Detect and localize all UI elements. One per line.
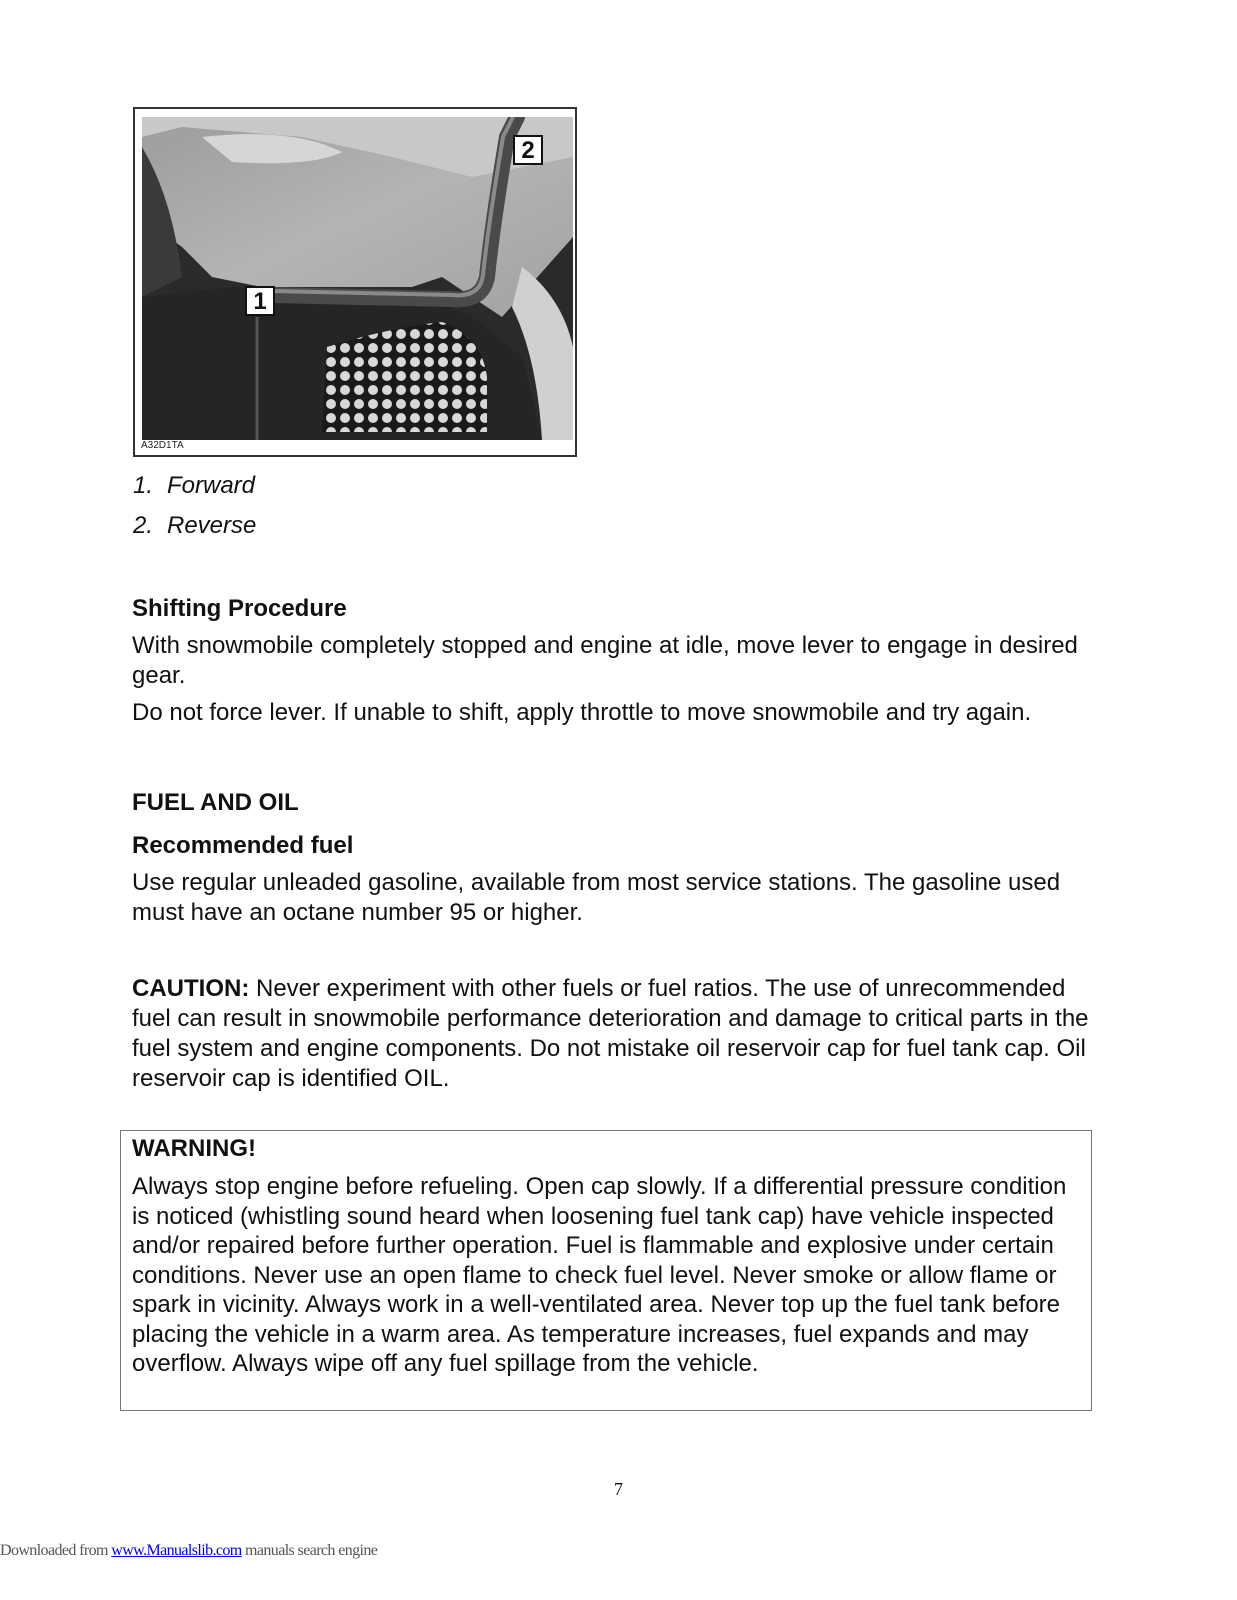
shifting-paragraph-1: With snowmobile completely stopped and engine at idle, move lever to engage in desired gear. [132, 632, 1078, 689]
legend-number: 2. [133, 512, 154, 539]
fuel-oil-heading: FUEL AND OIL [132, 789, 299, 816]
figure-code: A32D1TA [141, 440, 184, 451]
figure-photo [133, 107, 577, 457]
caution-paragraph [132, 974, 1092, 1094]
fuel-paragraph: Use regular unleaded gasoline, available from most service stations. The gasoline used must have an octane number 95 or higher. [132, 869, 1061, 926]
page-number: 7 [614, 1479, 623, 1499]
legend-label: Reverse [167, 512, 257, 539]
callout-2: 2 [513, 135, 543, 165]
footer [0, 1542, 377, 1560]
recommended-fuel-heading: Recommended fuel [132, 832, 354, 859]
shifting-paragraph-2: Do not force lever. If unable to shift, apply throttle to move snowmobile and try again. [132, 699, 1032, 726]
legend-number: 1. [133, 472, 154, 499]
warning-text: Always stop engine before refueling. Open cap slowly. If a differential pressure condition is noticed (whistling sound heard when loosening fuel tank cap) have vehicle inspected and/or repaired before further operation. Fuel is flammable and explosive under certain conditions. Never use an open flame to check fuel level. Never smoke or allow flame or spark in vicinity. Always work in a well-ventilated area. Never top up the fuel tank before placing the vehicle in a warm area. As temperature increases, fuel expands and may overflow. Always wipe off any fuel spillage from the vehicle. [132, 1173, 1067, 1377]
shift-lever-photo [142, 117, 573, 440]
callout-1: 1 [245, 286, 275, 316]
legend-item-forward [133, 471, 255, 501]
warning-box [120, 1130, 1092, 1411]
shifting-heading: Shifting Procedure [132, 595, 347, 622]
caution-text: Never experiment with other fuels or fuel ratios. The use of unrecommended fuel can result in snowmobile performance deterioration and damage to critical parts in the fuel system and engine components. Do not mistake oil reservoir cap for fuel tank cap. Oil reservoir cap is identified OIL. [132, 975, 1089, 1092]
footer-suffix: manuals search engine [241, 1542, 378, 1559]
legend-item-reverse [133, 511, 256, 541]
manualslib-link[interactable]: www.Manualslib.com [111, 1542, 242, 1559]
caution-label: CAUTION: [132, 975, 250, 1002]
footer-prefix: Downloaded from [0, 1542, 112, 1559]
warning-title: WARNING! [132, 1135, 256, 1162]
legend-label: Forward [167, 472, 256, 499]
